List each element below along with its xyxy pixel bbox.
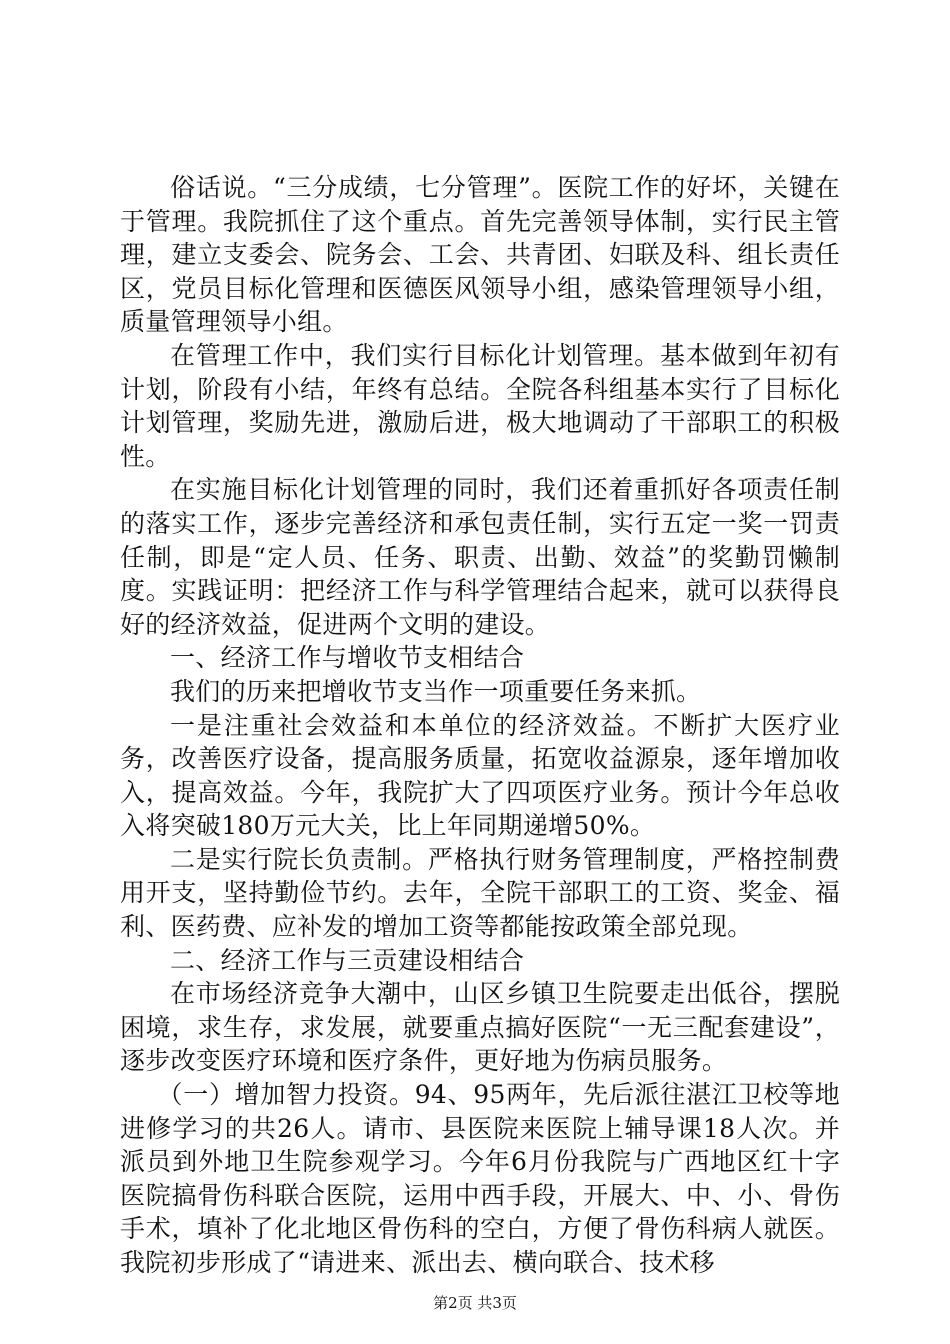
paragraph-responsibility-system: 在实施目标化计划管理的同时，我们还着重抓好各项责任制的落实工作，逐步完善经济和承包责任制，实行五定一奖一罚责任制，即是“定人员、任务、职责、出勤、效益”的奖勤罚懒制度。实践证明：把经济工作与科学管理结合起来，就可以获得良好的经济效益，促进两个文明的建设。: [120, 475, 840, 639]
paragraph-point-two: 二是实行院长负责制。严格执行财务管理制度，严格控制费用开支，坚持勤俭节约。去年，全院干部职工的工资、奖金、福利、医药费、应补发的增加工资等都能按政策全部兑现。: [120, 844, 840, 942]
paragraph-revenue-task: 我们的历来把增收节支当作一项重要任务来抓。: [170, 676, 702, 706]
section-heading-2: 二、经济工作与三贡建设相结合: [170, 945, 525, 975]
document-body: [120, 171, 840, 1280]
paragraph-target-management: 在管理工作中，我们实行目标化计划管理。基本做到年初有计划，阶段有小结，年终有总结。全院各科组基本实行了目标化计划管理，奖励先进，激励后进，极大地调动了干部职工的积极性。: [120, 340, 840, 471]
section-heading-1: 一、经济工作与增收节支相结合: [170, 643, 525, 673]
paragraph-management-intro: 俗话说。“三分成绩，七分管理”。医院工作的好坏，关键在于管理。我院抓住了这个重点。首先完善领导体制，实行民主管理，建立支委会、院务会、工会、共青团、妇联及科、组长责任区，党员目标化管理和医德医风领导小组，感染管理领导小组，质量管理领导小组。: [120, 173, 840, 337]
paragraph-point-one: 一是注重社会效益和本单位的经济效益。不断扩大医疗业务，改善医疗设备，提高服务质量，拓宽收益源泉，逐年增加收入，提高效益。今年，我院扩大了四项医疗业务。预计今年总收入将突破180万元大关，比上年同期递增50%。: [120, 710, 840, 841]
paragraph-intellectual-investment: （一）增加智力投资。94、95两年，先后派往湛江卫校等地进修学习的共26人。请市、县医院来医院上辅导课18人次。并派员到外地卫生院参观学习。今年6月份我院与广西地区红十字医院搞骨伤科联合医院，运用中西手段，开展大、中、小、骨伤手术，填补了化北地区骨伤科的空白，方便了骨伤科病人就医。我院初步形成了“请进来、派出去、横向联合、技术移: [120, 1080, 840, 1277]
paragraph-market-competition: 在市场经济竞争大潮中，山区乡镇卫生院要走出低谷，摆脱困境，求生存，求发展，就要重点搞好医院“一无三配套建设”，逐步改变医疗环境和医疗条件，更好地为伤病员服务。: [120, 979, 840, 1076]
page-footer: 第2页 共3页: [433, 1294, 517, 1312]
